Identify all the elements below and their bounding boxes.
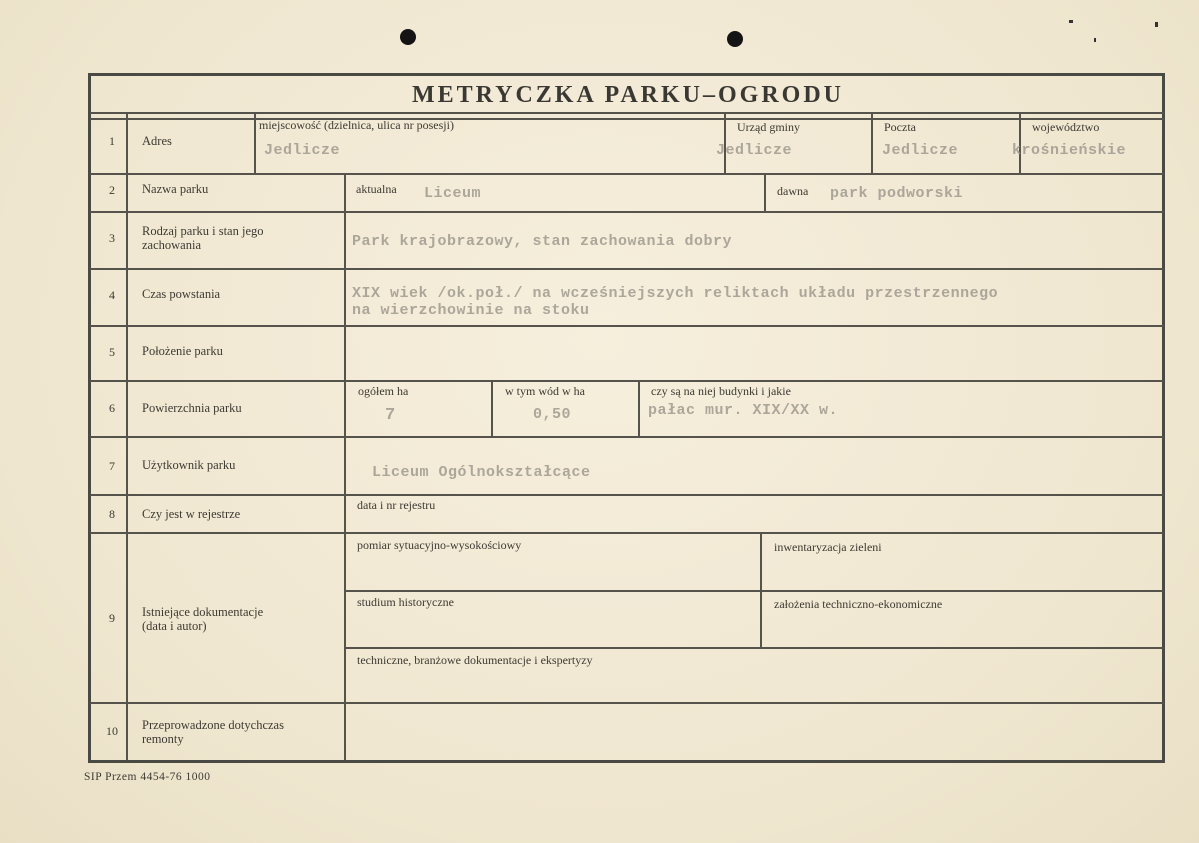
rule [491, 380, 493, 437]
value-uzytkownik-parku: Liceum Ogólnokształcące [372, 464, 591, 481]
rule [90, 173, 1164, 175]
label-pomiar: pomiar sytuacyjno-wysokościowy [357, 538, 522, 552]
label-rodzaj-parku [142, 224, 264, 252]
rule [346, 647, 1164, 649]
value-aktualna: Liceum [424, 185, 482, 202]
form-title: METRYCZKA PARKU–OGRODU [411, 82, 845, 108]
rule [90, 702, 1164, 704]
value-urzad-gminy: Jedlicze [716, 142, 793, 159]
rule [90, 532, 1164, 534]
label-data-nr-rejestru: data i nr rejestru [357, 498, 436, 512]
rule [760, 532, 762, 648]
rule [346, 590, 1164, 592]
rule [90, 380, 1164, 382]
rule [90, 325, 1164, 327]
label-czas-powstania: Czas powstania [142, 287, 221, 301]
rule [90, 268, 1164, 270]
label-techniczne: techniczne, branżowe dokumentacje i ekspertyzy [357, 653, 593, 667]
value-ogolem-ha: 7 [385, 406, 396, 425]
label-adres: Adres [142, 134, 172, 148]
value-poczta: Jedlicze [882, 142, 959, 159]
punch-hole [727, 31, 743, 47]
row-number-7: 7 [109, 459, 115, 473]
value-budynki: pałac mur. XIX/XX w. [648, 402, 839, 419]
label-studium: studium historyczne [357, 595, 454, 609]
rule [90, 211, 1164, 213]
rule [344, 173, 346, 760]
label-wod-ha: w tym wód w ha [505, 384, 585, 398]
label-wojewodztwo: województwo [1032, 120, 1100, 134]
form-frame [88, 73, 1165, 763]
row-number-8: 8 [109, 507, 115, 521]
row-number-10: 10 [106, 724, 118, 738]
label-poczta: Poczta [884, 120, 916, 134]
rule [90, 118, 1164, 120]
rule [254, 112, 256, 174]
value-dawna: park podworski [830, 185, 964, 202]
rule [90, 494, 1164, 496]
speck [1069, 20, 1073, 23]
speck [1094, 38, 1096, 42]
print-footer: SIP Przem 4454-76 1000 [84, 771, 211, 783]
speck [1155, 22, 1158, 27]
label-uzytkownik-parku: Użytkownik parku [142, 458, 236, 472]
label-line: zachowania [142, 238, 201, 252]
row-number-6: 6 [109, 401, 115, 415]
row-number-2: 2 [109, 183, 115, 197]
label-remonty [142, 718, 284, 746]
row-number-9: 9 [109, 611, 115, 625]
rule [90, 436, 1164, 438]
rule [90, 112, 1164, 114]
row-number-1: 1 [109, 134, 115, 148]
punch-hole [400, 29, 416, 45]
label-urzad-gminy: Urząd gminy [737, 120, 800, 134]
label-line: Rodzaj parku i stan jego [142, 224, 264, 238]
label-zalozenia: założenia techniczno-ekonomiczne [774, 597, 943, 611]
row-number-3: 3 [109, 231, 115, 245]
label-nazwa-parku: Nazwa parku [142, 182, 209, 196]
label-ogolem-ha: ogółem ha [358, 384, 409, 398]
rule [764, 173, 766, 212]
label-polozenie-parku: Położenie parku [142, 344, 223, 358]
value-rodzaj-parku: Park krajobrazowy, stan zachowania dobry [352, 233, 733, 250]
value-wod-ha: 0,50 [533, 406, 572, 423]
rule [126, 112, 128, 760]
value-miejscowosc: Jedlicze [264, 142, 341, 159]
value-czas-powstania-1: XIX wiek /ok.poł./ na wcześniejszych reliktach układu przestrzennego [352, 285, 999, 302]
value-wojewodztwo: krośnieńskie [1012, 142, 1127, 159]
label-line: Istniejące dokumentacje [142, 605, 264, 619]
label-line: remonty [142, 732, 184, 746]
label-istniejace-dokumentacje [142, 605, 263, 633]
row-number-4: 4 [109, 288, 115, 302]
label-dawna: dawna [777, 184, 809, 198]
row-number-5: 5 [109, 345, 115, 359]
label-aktualna: aktualna [356, 182, 397, 196]
label-budynki: czy są na niej budynki i jakie [651, 384, 791, 398]
label-line: Przeprowadzone dotychczas [142, 718, 284, 732]
label-line: (data i autor) [142, 619, 207, 633]
value-czas-powstania-2: na wierzchowinie na stoku [352, 302, 590, 319]
label-powierzchnia-parku: Powierzchnia parku [142, 401, 242, 415]
label-czy-w-rejestrze: Czy jest w rejestrze [142, 507, 241, 521]
rule [638, 380, 640, 437]
label-inwentaryzacja: inwentaryzacja zieleni [774, 540, 882, 554]
label-miejscowosc: miejscowość (dzielnica, ulica nr posesji) [259, 118, 454, 132]
rule [871, 112, 873, 174]
